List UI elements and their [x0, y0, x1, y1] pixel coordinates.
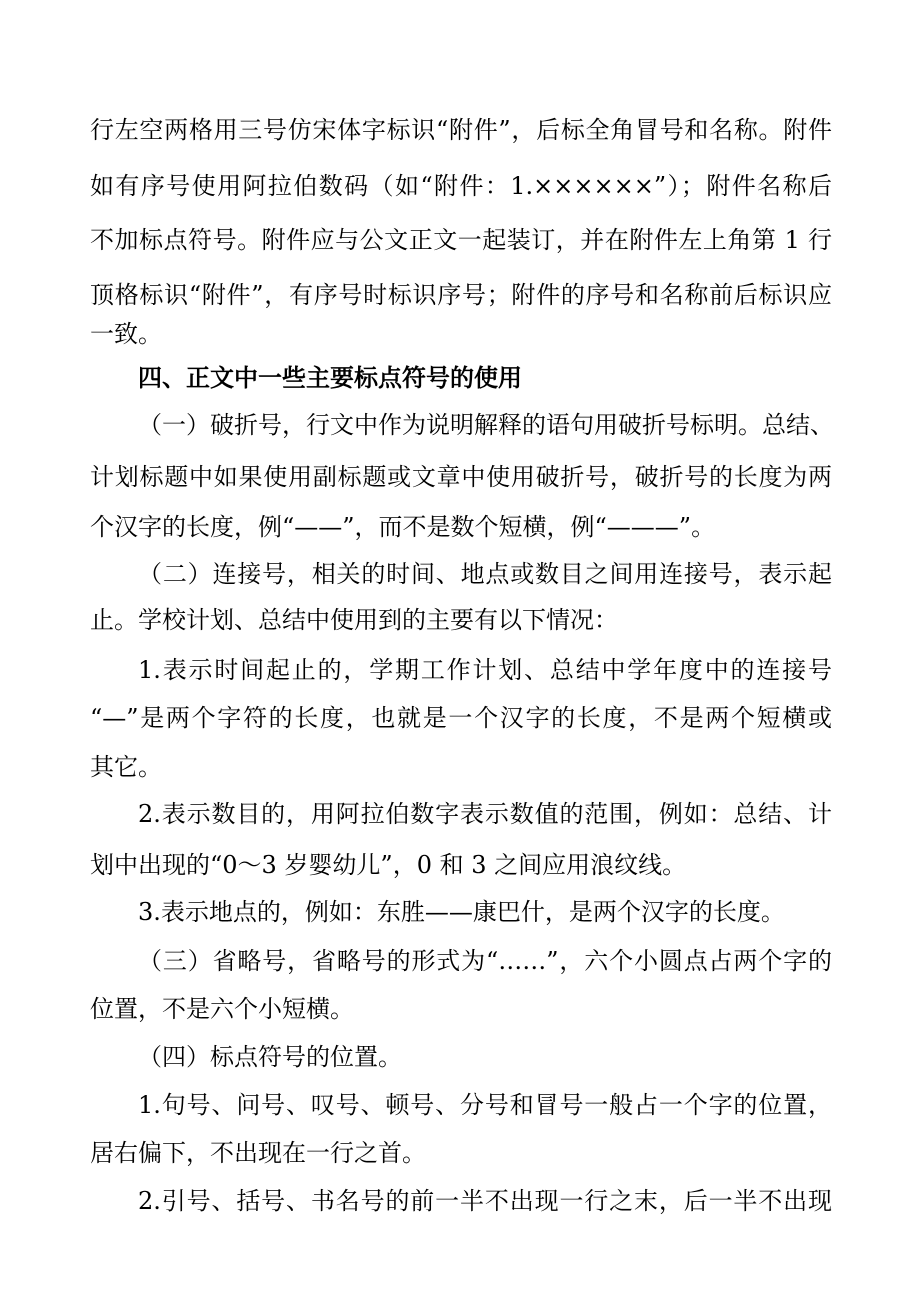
text-line-8: 计划标题中如果使用副标题或文章中使用破折号，破折号的长度为两: [90, 463, 832, 491]
text-line-21: 1.句号、问号、叹号、顿号、分号和冒号一般占一个字的位置，: [138, 1091, 832, 1119]
text-line-1: 行左空两格用三号仿宋体字标识“附件”，后标全角冒号和名称。附件: [90, 116, 832, 144]
text-line-3: 不加标点符号。附件应与公文正文一起装订，并在附件左上角第 1 行: [90, 226, 832, 254]
text-line-11: 止。学校计划、总结中使用到的主要有以下情况：: [90, 606, 618, 634]
section-heading: 四、正文中一些主要标点符号的使用: [138, 363, 522, 392]
text-line-12: 1.表示时间起止的，学期工作计划、总结中学年度中的连接号: [138, 656, 832, 684]
text-line-18: （三）省略号，省略号的形式为“……”，六个小圆点占两个字的: [138, 947, 832, 975]
text-line-2: 如有序号使用阿拉伯数码（如“附件：1.××××××”）；附件名称后: [90, 172, 832, 200]
text-line-16: 划中出现的“0～3 岁婴幼儿”，0 和 3 之间应用浪纹线。: [90, 851, 687, 879]
text-line-19: 位置，不是六个小短横。: [90, 995, 354, 1023]
text-line-10: （二）连接号，相关的时间、地点或数目之间用连接号，表示起: [138, 560, 832, 588]
text-line-17: 3.表示地点的，例如：东胜——康巴什，是两个汉字的长度。: [138, 898, 785, 926]
text-line-13: “—”是两个字符的长度，也就是一个汉字的长度，不是两个短横或: [90, 704, 832, 732]
text-line-4: 顶格标识“附件”，有序号时标识序号；附件的序号和名称前后标识应: [90, 281, 832, 309]
text-line-9: 个汉字的长度，例“——”，而不是数个短横，例“———”。: [90, 513, 716, 541]
text-line-5: 一致。: [90, 320, 162, 348]
text-line-7: （一）破折号，行文中作为说明解释的语句用破折号标明。总结、: [138, 411, 834, 439]
text-line-20: （四）标点符号的位置。: [138, 1043, 402, 1071]
text-line-23: 2.引号、括号、书名号的前一半不出现一行之末，后一半不出现: [138, 1187, 832, 1215]
text-line-15: 2.表示数目的，用阿拉伯数字表示数值的范围，例如：总结、计: [138, 800, 832, 828]
text-line-14: 其它。: [90, 753, 162, 781]
text-line-22: 居右偏下，不出现在一行之首。: [90, 1139, 426, 1167]
